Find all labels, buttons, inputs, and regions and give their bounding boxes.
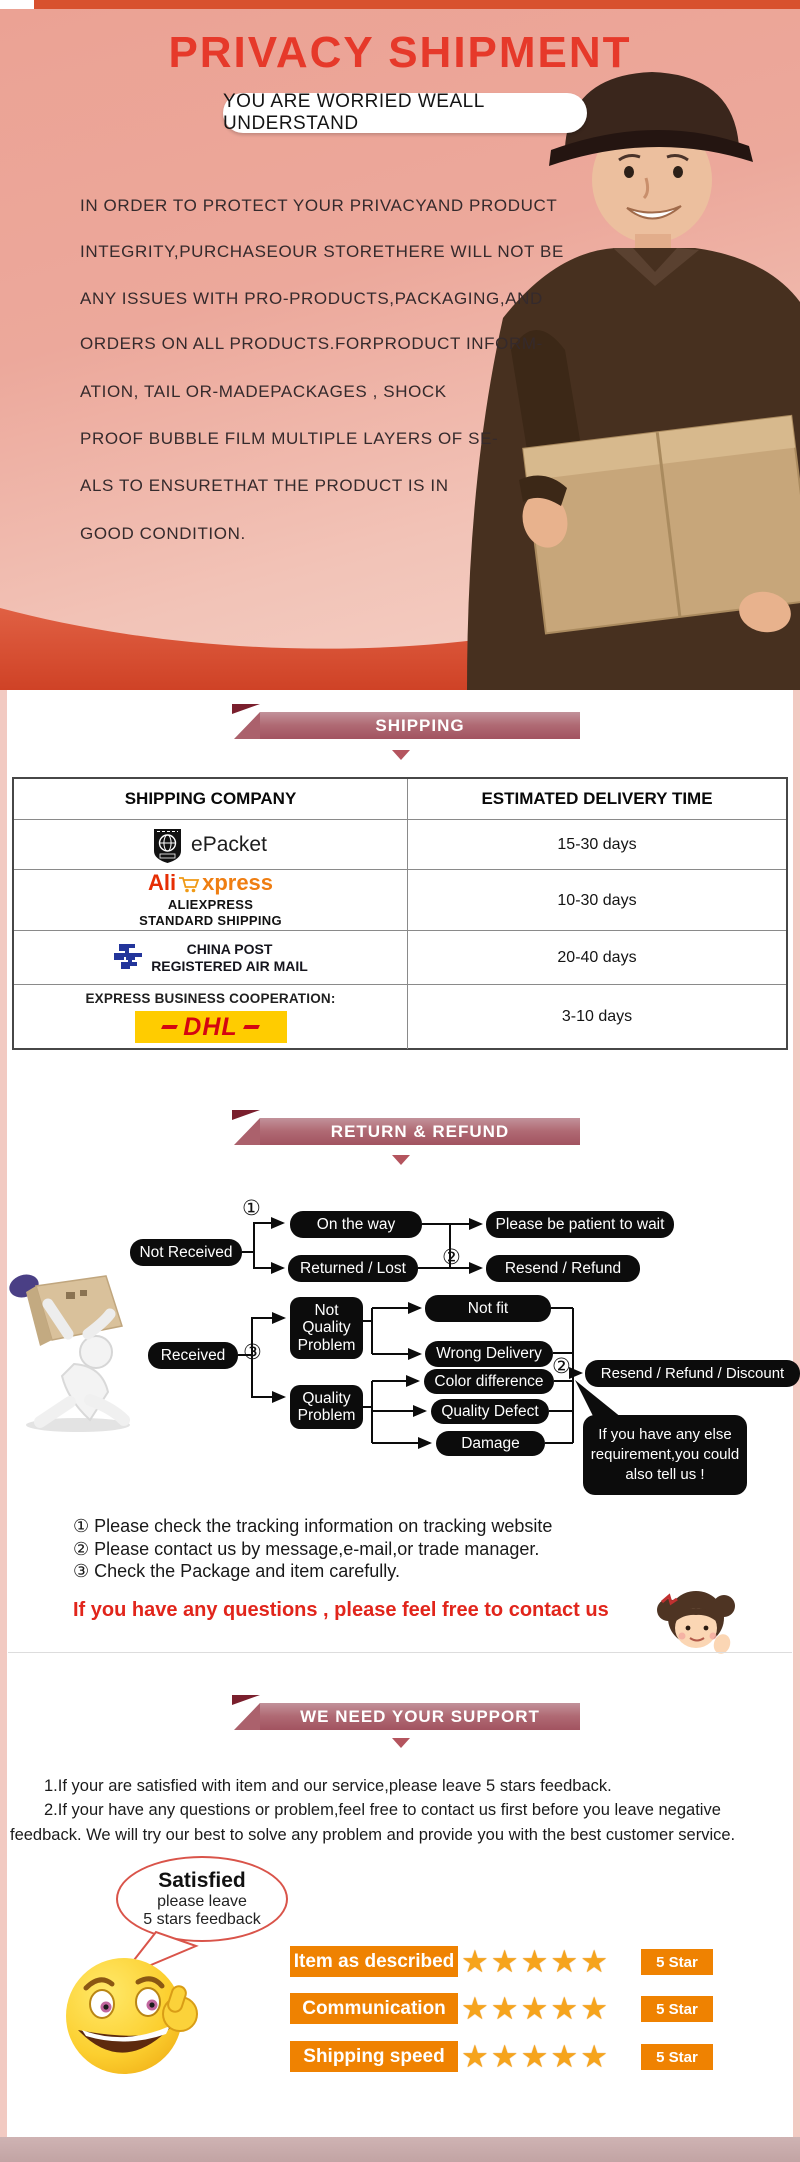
rating-label-bar: Item as described bbox=[290, 1946, 458, 1977]
support-ribbon bbox=[260, 1703, 580, 1730]
contact-us-text: If you have any questions , please feel free to contact us bbox=[73, 1599, 609, 1621]
delivery-time: 3-10 days bbox=[407, 985, 786, 1049]
star-icon: ★ bbox=[461, 1944, 491, 1979]
flow-node-not-received: Not Received bbox=[130, 1239, 242, 1266]
col-header-company: SHIPPING COMPANY bbox=[124, 789, 297, 808]
dhl-logo: DHL bbox=[135, 1011, 287, 1043]
shipping-company-line1: ALIEXPRESS bbox=[167, 896, 254, 912]
star-icon: ★ bbox=[461, 1991, 491, 2026]
bottom-frame-bar bbox=[0, 2137, 800, 2162]
support-text-line: feedback. We will try our best to solve any problem and provide you with the best customer service. bbox=[10, 1826, 736, 1844]
flow-node-quality-problem: Quality Problem bbox=[290, 1385, 363, 1429]
star-icon: ★ bbox=[550, 1991, 581, 2026]
return-note: ① Please check the tracking information on tracking website bbox=[73, 1516, 553, 1536]
star-rating-row bbox=[461, 2041, 639, 2072]
flow-note-bubble: If you have any else requirement,you could also tell us ! bbox=[583, 1415, 747, 1495]
star-icon: ★ bbox=[490, 1991, 521, 2026]
rating-label-bar: Shipping speed bbox=[290, 2041, 458, 2072]
down-arrow-icon bbox=[392, 1738, 410, 1748]
shipping-company-line2: STANDARD SHIPPING bbox=[139, 913, 282, 928]
circled-number-2b: ② bbox=[552, 1355, 571, 1378]
chinapost-logo-icon bbox=[113, 943, 143, 973]
support-ribbon-label: WE NEED YOUR SUPPORT bbox=[300, 1706, 540, 1726]
shipping-ribbon-label: SHIPPING bbox=[375, 715, 465, 735]
down-arrow-icon bbox=[392, 750, 410, 760]
hero-section bbox=[0, 0, 800, 690]
return-refund-ribbon bbox=[260, 1118, 580, 1145]
shipping-table bbox=[12, 777, 788, 1050]
bubble-line: please leave bbox=[157, 1892, 247, 1910]
shipping-company-line1: CHINA POST bbox=[186, 941, 273, 958]
flow-node-color-difference: Color difference bbox=[424, 1369, 554, 1394]
star-icon: ★ bbox=[550, 2039, 581, 2074]
hero-body-line: ANY ISSUES WITH PRO-PRODUCTS,PACKAGING,AND bbox=[80, 289, 543, 308]
hero-subtitle: YOU ARE WORRIED WEALL UNDERSTAND bbox=[223, 91, 485, 134]
star-icon: ★ bbox=[461, 2039, 491, 2074]
flow-node-returned-lost: Returned / Lost bbox=[288, 1255, 418, 1282]
hero-body-line: ORDERS ON ALL PRODUCTS.FORPRODUCT INFORM- bbox=[80, 334, 543, 353]
star-rating-row bbox=[461, 1993, 639, 2024]
hero-body-line: IN ORDER TO PROTECT YOUR PRIVACYAND PRODUCT bbox=[80, 196, 558, 215]
star-icon: ★ bbox=[580, 2039, 610, 2074]
shipping-company-line2: REGISTERED AIR MAIL bbox=[151, 958, 308, 974]
col-header-time: ESTIMATED DELIVERY TIME bbox=[407, 779, 786, 819]
hero-subtitle-pill bbox=[223, 93, 587, 133]
flow-node-quality-defect: Quality Defect bbox=[431, 1399, 549, 1424]
express-cooperation-caption: EXPRESS BUSINESS COOPERATION: bbox=[85, 991, 336, 1006]
hero-body-line: PROOF BUBBLE FILM MULTIPLE LAYERS OF SE- bbox=[80, 429, 499, 448]
flow-node-please-wait: Please be patient to wait bbox=[486, 1211, 674, 1238]
table-row bbox=[14, 869, 786, 931]
star-icon: ★ bbox=[520, 1991, 551, 2026]
delivery-time: 10-30 days bbox=[407, 870, 786, 931]
circled-number-3: ③ bbox=[243, 1341, 262, 1364]
star-icon: ★ bbox=[520, 2039, 551, 2074]
support-text-line: 1.If your are satisfied with item and our service,please leave 5 stars feedback. bbox=[44, 1777, 612, 1795]
hero-body-line: ALS TO ENSURETHAT THE PRODUCT IS IN bbox=[80, 476, 449, 495]
circled-number-2: ② bbox=[442, 1246, 461, 1269]
down-arrow-icon bbox=[392, 1155, 410, 1165]
flow-node-damage: Damage bbox=[436, 1431, 545, 1456]
delivery-time: 20-40 days bbox=[407, 931, 786, 985]
star-icon: ★ bbox=[490, 1944, 521, 1979]
flow-node-resend-refund: Resend / Refund bbox=[486, 1255, 640, 1282]
shipping-company-name: ePacket bbox=[191, 833, 267, 856]
shipping-ribbon bbox=[260, 712, 580, 739]
hero-body-line: INTEGRITY,PURCHASEOUR STORETHERE WILL NOT BE bbox=[80, 242, 564, 261]
five-star-badge: 5 Star bbox=[641, 1949, 713, 1975]
flow-node-not-fit: Not fit bbox=[425, 1295, 551, 1322]
return-refund-ribbon-label: RETURN & REFUND bbox=[330, 1121, 510, 1141]
five-star-badge: 5 Star bbox=[641, 1996, 713, 2022]
section-divider bbox=[8, 1652, 792, 1653]
rating-label-bar: Communication bbox=[290, 1993, 458, 2024]
flow-node-wrong-delivery: Wrong Delivery bbox=[425, 1341, 553, 1367]
hero-top-notch bbox=[0, 0, 34, 9]
star-icon: ★ bbox=[580, 1944, 610, 1979]
delivery-man-illustration bbox=[415, 50, 800, 690]
hero-top-bar bbox=[0, 0, 800, 9]
support-text-line: 2.If your have any questions or problem,feel free to contact us first before you leave negative bbox=[44, 1801, 721, 1819]
star-rating-row bbox=[461, 1946, 639, 1977]
aliexpress-cart-icon bbox=[178, 875, 200, 893]
bubble-line: 5 stars feedback bbox=[143, 1911, 261, 1929]
star-icon: ★ bbox=[520, 1944, 551, 1979]
table-header-row bbox=[14, 779, 786, 819]
hero-title: PRIVACY SHIPMENT bbox=[168, 28, 632, 77]
dhl-dash-right bbox=[243, 1025, 260, 1029]
bubble-title: Satisfied bbox=[158, 1868, 246, 1892]
delivery-time: 15-30 days bbox=[407, 820, 786, 870]
star-icon: ★ bbox=[580, 1991, 610, 2026]
flow-node-resend-refund-discount: Resend / Refund / Discount bbox=[585, 1360, 800, 1387]
table-row bbox=[14, 819, 786, 870]
return-flowchart bbox=[0, 1190, 800, 1510]
dhl-dash-left bbox=[161, 1025, 178, 1029]
smiley-thumbs-up-icon bbox=[52, 1950, 212, 2078]
aliexpress-logo: Ali xpress bbox=[147, 869, 274, 895]
hero-body-line: GOOD CONDITION. bbox=[80, 524, 246, 543]
hero-body-line: ATION, TAIL OR-MADEPACKAGES , SHOCK bbox=[80, 382, 447, 401]
flow-node-received: Received bbox=[148, 1342, 238, 1369]
return-note: ② Please contact us by message,e-mail,or trade manager. bbox=[73, 1539, 540, 1559]
star-icon: ★ bbox=[550, 1944, 581, 1979]
circled-number-1: ① bbox=[242, 1197, 261, 1220]
return-note: ③ Check the Package and item carefully. bbox=[73, 1561, 400, 1581]
table-row bbox=[14, 930, 786, 985]
courier-figure-illustration bbox=[8, 1272, 153, 1437]
flow-node-not-quality-problem: Not Quality Problem bbox=[290, 1297, 363, 1359]
five-star-badge: 5 Star bbox=[641, 2044, 713, 2070]
table-row bbox=[14, 984, 786, 1049]
star-icon: ★ bbox=[490, 2039, 521, 2074]
epacket-logo-icon bbox=[154, 828, 181, 863]
flow-node-on-the-way: On the way bbox=[290, 1211, 422, 1238]
